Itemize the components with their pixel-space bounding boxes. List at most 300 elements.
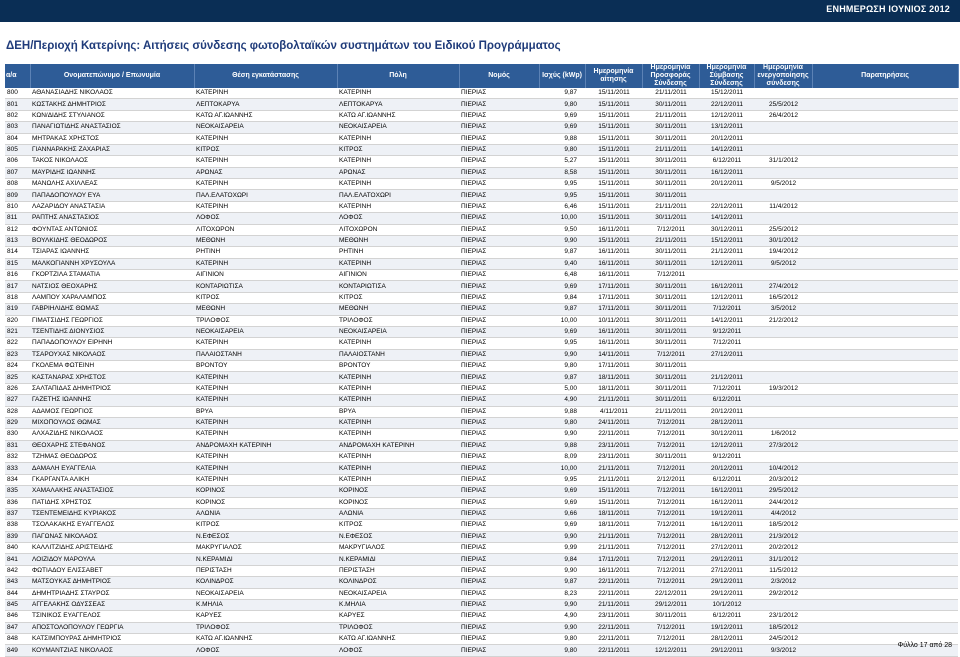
installation-site-cell: ΒΡΥΑ (194, 406, 337, 417)
installation-site-cell: ΤΡΙΛΟΦΟΣ (194, 622, 337, 633)
contract-date-cell: 7/12/2011 (699, 304, 754, 315)
installation-site-cell: ΜΑΚΡΥΓΙΑΛΟΣ (194, 543, 337, 554)
prefecture-cell: ΠΙΕΡΙΑΣ (459, 577, 539, 588)
notes-cell (812, 235, 958, 246)
row-index-cell: 800 (5, 88, 30, 99)
notes-cell (812, 508, 958, 519)
city-cell: ΤΡΙΛΟΦΟΣ (337, 622, 459, 633)
activation-date-cell (754, 406, 812, 417)
col-city-header: Πόλη (337, 64, 459, 88)
installation-site-cell: ΚΟΛΙΝΔΡΟΣ (194, 577, 337, 588)
notes-cell (812, 543, 958, 554)
application-date-cell: 15/11/2011 (585, 201, 642, 212)
city-cell: ΒΡΥΑ (337, 406, 459, 417)
applicant-name-cell: ΚΑΣΤΑΝΑΡΑΣ ΧΡΗΣΤΟΣ (30, 372, 194, 383)
applicant-name-cell: ΓΚΟΡΤΖΙΛΑ ΣΤΑΜΑΤΙΑ (30, 270, 194, 281)
application-date-cell: 23/11/2011 (585, 452, 642, 463)
row-index-cell: 811 (5, 213, 30, 224)
applicant-name-cell: ΘΕΟΧΑΡΗΣ ΣΤΕΦΑΝΟΣ (30, 440, 194, 451)
application-date-cell: 24/11/2011 (585, 417, 642, 428)
row-index-cell: 819 (5, 304, 30, 315)
power-kwp-cell: 9,69 (539, 497, 585, 508)
power-kwp-cell: 10,00 (539, 213, 585, 224)
application-date-cell: 21/11/2011 (585, 474, 642, 485)
notes-cell (812, 440, 958, 451)
contract-date-cell: 7/12/2011 (699, 383, 754, 394)
application-date-cell: 10/11/2011 (585, 315, 642, 326)
installation-site-cell: ΜΕΘΩΝΗ (194, 304, 337, 315)
prefecture-cell: ΠΙΕΡΙΑΣ (459, 326, 539, 337)
application-date-cell: 22/11/2011 (585, 645, 642, 656)
installation-site-cell: ΝΕΟΚΑΙΣΑΡΕΙΑ (194, 326, 337, 337)
power-kwp-cell: 9,80 (539, 361, 585, 372)
power-kwp-cell: 6,46 (539, 201, 585, 212)
applicant-name-cell: ΓΚΑΡΓΑΝΤΑ ΑΛΙΚΗ (30, 474, 194, 485)
table-row (5, 156, 958, 167)
installation-site-cell: ΚΑΡΥΕΣ (194, 611, 337, 622)
activation-date-cell: 18/5/2012 (754, 520, 812, 531)
prefecture-cell: ΠΙΕΡΙΑΣ (459, 88, 539, 99)
table-row (5, 144, 958, 155)
row-index-cell: 806 (5, 156, 30, 167)
table-row (5, 110, 958, 121)
application-date-cell: 16/11/2011 (585, 326, 642, 337)
row-index-cell: 828 (5, 406, 30, 417)
city-cell: ΚΙΤΡΟΣ (337, 520, 459, 531)
city-cell: ΚΑΤΩ ΑΓ.ΙΩΑΝΝΗΣ (337, 110, 459, 121)
prefecture-cell: ΠΙΕΡΙΑΣ (459, 372, 539, 383)
city-cell: ΚΙΤΡΟΣ (337, 292, 459, 303)
prefecture-cell: ΠΙΕΡΙΑΣ (459, 179, 539, 190)
activation-date-cell (754, 190, 812, 201)
applicant-name-cell: ΤΣΙΑΡΑΣ ΙΩΑΝΝΗΣ (30, 247, 194, 258)
installation-site-cell: ΠΕΡΙΣΤΑΣΗ (194, 565, 337, 576)
power-kwp-cell: 9,69 (539, 281, 585, 292)
offer-date-cell: 30/11/2011 (642, 611, 699, 622)
table-header-row (5, 64, 958, 88)
application-date-cell: 17/11/2011 (585, 292, 642, 303)
applicant-name-cell: ΡΑΠΤΗΣ ΑΝΑΣΤΑΣΙΟΣ (30, 213, 194, 224)
offer-date-cell: 30/11/2011 (642, 452, 699, 463)
installation-site-cell: ΚΑΤΕΡΙΝΗ (194, 338, 337, 349)
row-index-cell: 848 (5, 634, 30, 645)
activation-date-cell: 19/3/2012 (754, 383, 812, 394)
installation-site-cell: ΚΑΤΕΡΙΝΗ (194, 417, 337, 428)
contract-date-cell: 6/12/2011 (699, 156, 754, 167)
col-application-date-header: Ημερομηνία αίτησης (585, 64, 642, 88)
table-row (5, 452, 958, 463)
prefecture-cell: ΠΙΕΡΙΑΣ (459, 622, 539, 633)
table-row (5, 349, 958, 360)
notes-cell (812, 383, 958, 394)
table-row (5, 326, 958, 337)
offer-date-cell: 30/11/2011 (642, 304, 699, 315)
contract-date-cell: 29/12/2011 (699, 588, 754, 599)
application-date-cell: 16/11/2011 (585, 258, 642, 269)
city-cell: ΚΑΤΕΡΙΝΗ (337, 452, 459, 463)
row-index-cell: 846 (5, 611, 30, 622)
power-kwp-cell: 9,80 (539, 634, 585, 645)
power-kwp-cell: 9,87 (539, 88, 585, 99)
contract-date-cell: 22/12/2011 (699, 201, 754, 212)
offer-date-cell: 7/12/2011 (642, 543, 699, 554)
table-row (5, 634, 958, 645)
col-index-header: α/α (5, 64, 30, 88)
activation-date-cell: 31/1/2012 (754, 554, 812, 565)
installation-site-cell: ΚΑΤΕΡΙΝΗ (194, 395, 337, 406)
application-date-cell: 16/11/2011 (585, 247, 642, 258)
prefecture-cell: ΠΙΕΡΙΑΣ (459, 133, 539, 144)
applicant-name-cell: ΜΑΛΚΟΓΙΑΝΝΗ ΧΡΥΣΟΥΛΑ (30, 258, 194, 269)
activation-date-cell: 29/5/2012 (754, 486, 812, 497)
power-kwp-cell: 9,88 (539, 440, 585, 451)
power-kwp-cell: 9,69 (539, 520, 585, 531)
activation-date-cell: 4/4/2012 (754, 508, 812, 519)
application-date-cell: 15/11/2011 (585, 88, 642, 99)
row-index-cell: 816 (5, 270, 30, 281)
row-index-cell: 826 (5, 383, 30, 394)
activation-date-cell: 18/5/2012 (754, 622, 812, 633)
power-kwp-cell: 9,90 (539, 531, 585, 542)
notes-cell (812, 270, 958, 281)
activation-date-cell (754, 213, 812, 224)
power-kwp-cell: 4,90 (539, 395, 585, 406)
activation-date-cell (754, 88, 812, 99)
power-kwp-cell: 10,00 (539, 315, 585, 326)
applicant-name-cell: ΦΟΥΝΤΑΣ ΑΝΤΩΝΙΟΣ (30, 224, 194, 235)
notes-cell (812, 611, 958, 622)
city-cell: ΚΟΛΙΝΔΡΟΣ (337, 577, 459, 588)
offer-date-cell: 30/11/2011 (642, 361, 699, 372)
applicant-name-cell: ΚΑΛΛΙΤΖΙΔΗΣ ΑΡΙΣΤΕΙΔΗΣ (30, 543, 194, 554)
table-row (5, 213, 958, 224)
prefecture-cell: ΠΙΕΡΙΑΣ (459, 634, 539, 645)
power-kwp-cell: 9,50 (539, 224, 585, 235)
installation-site-cell: ΝΕΟΚΑΙΣΑΡΕΙΑ (194, 122, 337, 133)
prefecture-cell: ΠΙΕΡΙΑΣ (459, 452, 539, 463)
city-cell: ΠΕΡΙΣΤΑΣΗ (337, 565, 459, 576)
prefecture-cell: ΠΙΕΡΙΑΣ (459, 110, 539, 121)
activation-date-cell: 27/3/2012 (754, 440, 812, 451)
offer-date-cell: 30/11/2011 (642, 258, 699, 269)
contract-date-cell: 16/12/2011 (699, 520, 754, 531)
application-date-cell: 16/11/2011 (585, 338, 642, 349)
applicant-name-cell: ΑΠΟΣΤΟΛΟΠΟΥΛΟΥ ΓΕΩΡΓΙΑ (30, 622, 194, 633)
city-cell: ΚΑΤΩ ΑΓ.ΙΩΑΝΝΗΣ (337, 634, 459, 645)
city-cell: ΚΑΤΕΡΙΝΗ (337, 383, 459, 394)
prefecture-cell: ΠΙΕΡΙΑΣ (459, 304, 539, 315)
row-index-cell: 835 (5, 486, 30, 497)
activation-date-cell (754, 270, 812, 281)
installation-site-cell: ΒΡΟΝΤΟΥ (194, 361, 337, 372)
prefecture-cell: ΠΙΕΡΙΑΣ (459, 361, 539, 372)
notes-cell (812, 463, 958, 474)
applicant-name-cell: ΑΛΧΑΖΙΔΗΣ ΝΙΚΟΛΑΟΣ (30, 429, 194, 440)
city-cell: ΑΡΩΝΑΣ (337, 167, 459, 178)
table-row (5, 531, 958, 542)
installation-site-cell: ΑΡΩΝΑΣ (194, 167, 337, 178)
notes-cell (812, 326, 958, 337)
application-date-cell: 22/11/2011 (585, 588, 642, 599)
col-contract-date-header: Ημερομηνία Σύμβασης Σύνδεσης (699, 64, 754, 88)
notes-cell (812, 99, 958, 110)
installation-site-cell: ΚΑΤΕΡΙΝΗ (194, 452, 337, 463)
notes-cell (812, 315, 958, 326)
city-cell: ΝΕΟΚΑΙΣΑΡΕΙΑ (337, 122, 459, 133)
notes-cell (812, 520, 958, 531)
power-kwp-cell: 6,48 (539, 270, 585, 281)
contract-date-cell: 16/12/2011 (699, 281, 754, 292)
power-kwp-cell: 9,95 (539, 338, 585, 349)
row-index-cell: 821 (5, 326, 30, 337)
activation-date-cell: 3/5/2012 (754, 304, 812, 315)
applicant-name-cell: ΤΣΕΝΤΕΜΕΙΔΗΣ ΚΥΡΙΑΚΟΣ (30, 508, 194, 519)
power-kwp-cell: 9,80 (539, 645, 585, 656)
activation-date-cell: 21/2/2012 (754, 315, 812, 326)
power-kwp-cell: 9,90 (539, 349, 585, 360)
installation-site-cell: ΜΕΘΩΝΗ (194, 235, 337, 246)
row-index-cell: 844 (5, 588, 30, 599)
contract-date-cell: 27/12/2011 (699, 565, 754, 576)
offer-date-cell: 21/11/2011 (642, 201, 699, 212)
offer-date-cell: 30/11/2011 (642, 338, 699, 349)
table-row (5, 122, 958, 133)
installation-site-cell: Ν.ΚΕΡΑΜΙΔΙ (194, 554, 337, 565)
table-row (5, 258, 958, 269)
power-kwp-cell: 9,69 (539, 486, 585, 497)
notes-cell (812, 190, 958, 201)
table-body (5, 88, 958, 656)
installation-site-cell: ΚΑΤΕΡΙΝΗ (194, 429, 337, 440)
contract-date-cell: 22/12/2011 (699, 99, 754, 110)
city-cell: ΚΟΡΙΝΟΣ (337, 497, 459, 508)
table-row (5, 622, 958, 633)
offer-date-cell: 30/11/2011 (642, 179, 699, 190)
activation-date-cell: 16/5/2012 (754, 292, 812, 303)
city-cell: ΚΑΤΕΡΙΝΗ (337, 179, 459, 190)
activation-date-cell: 26/4/2012 (754, 110, 812, 121)
power-kwp-cell: 9,90 (539, 599, 585, 610)
notes-cell (812, 474, 958, 485)
applicant-name-cell: ΜΙΧΟΠΟΥΛΟΣ ΘΩΜΑΣ (30, 417, 194, 428)
city-cell: ΡΗΤΙΝΗ (337, 247, 459, 258)
installation-site-cell: ΚΑΤΕΡΙΝΗ (194, 156, 337, 167)
offer-date-cell: 7/12/2011 (642, 565, 699, 576)
notes-cell (812, 622, 958, 633)
contract-date-cell: 12/12/2011 (699, 258, 754, 269)
power-kwp-cell: 9,95 (539, 179, 585, 190)
contract-date-cell: 19/12/2011 (699, 622, 754, 633)
activation-date-cell: 2/3/2012 (754, 577, 812, 588)
activation-date-cell: 25/5/2012 (754, 99, 812, 110)
prefecture-cell: ΠΙΕΡΙΑΣ (459, 258, 539, 269)
activation-date-cell: 31/1/2012 (754, 156, 812, 167)
prefecture-cell: ΠΙΕΡΙΑΣ (459, 122, 539, 133)
prefecture-cell: ΠΙΕΡΙΑΣ (459, 440, 539, 451)
contract-date-cell: 27/12/2011 (699, 349, 754, 360)
offer-date-cell: 2/12/2011 (642, 474, 699, 485)
row-index-cell: 840 (5, 543, 30, 554)
table-row (5, 224, 958, 235)
table-row (5, 588, 958, 599)
city-cell: ΝΕΟΚΑΙΣΑΡΕΙΑ (337, 588, 459, 599)
activation-date-cell: 30/1/2012 (754, 235, 812, 246)
activation-date-cell (754, 452, 812, 463)
table-row (5, 190, 958, 201)
installation-site-cell: ΚΑΤΕΡΙΝΗ (194, 133, 337, 144)
row-index-cell: 843 (5, 577, 30, 588)
activation-date-cell: 9/5/2012 (754, 258, 812, 269)
activation-date-cell (754, 417, 812, 428)
activation-date-cell (754, 361, 812, 372)
city-cell: Ν.ΕΦΕΣΟΣ (337, 531, 459, 542)
offer-date-cell: 7/12/2011 (642, 463, 699, 474)
city-cell: ΚΟΝΤΑΡΙΩΤΙΣΑ (337, 281, 459, 292)
col-power-header: Ισχύς (kWp) (539, 64, 585, 88)
row-index-cell: 818 (5, 292, 30, 303)
activation-date-cell (754, 599, 812, 610)
contract-date-cell: 30/12/2011 (699, 429, 754, 440)
power-kwp-cell: 9,88 (539, 133, 585, 144)
installation-site-cell: ΠΑΛ.ΕΛΑΤΟΧΩΡΙ (194, 190, 337, 201)
city-cell: ΝΕΟΚΑΙΣΑΡΕΙΑ (337, 326, 459, 337)
city-cell: ΠΑΛΑΙΟΣΤΑΝΗ (337, 349, 459, 360)
power-kwp-cell: 4,90 (539, 611, 585, 622)
application-date-cell: 17/11/2011 (585, 304, 642, 315)
application-date-cell: 15/11/2011 (585, 167, 642, 178)
contract-date-cell: 19/12/2011 (699, 508, 754, 519)
application-date-cell: 15/11/2011 (585, 213, 642, 224)
row-index-cell: 838 (5, 520, 30, 531)
installation-site-cell: ΠΑΛΑΙΟΣΤΑΝΗ (194, 349, 337, 360)
installation-site-cell: ΚΑΤΕΡΙΝΗ (194, 88, 337, 99)
offer-date-cell: 30/11/2011 (642, 122, 699, 133)
application-date-cell: 15/11/2011 (585, 99, 642, 110)
city-cell: Κ.ΜΗΛΙΑ (337, 599, 459, 610)
table-row (5, 497, 958, 508)
table-row (5, 179, 958, 190)
activation-date-cell: 20/3/2012 (754, 474, 812, 485)
application-date-cell: 23/11/2011 (585, 611, 642, 622)
activation-date-cell: 1/6/2012 (754, 429, 812, 440)
application-date-cell: 17/11/2011 (585, 281, 642, 292)
application-date-cell: 22/11/2011 (585, 429, 642, 440)
installation-site-cell: ΚΑΤΕΡΙΝΗ (194, 179, 337, 190)
prefecture-cell: ΠΙΕΡΙΑΣ (459, 190, 539, 201)
activation-date-cell: 24/4/2012 (754, 497, 812, 508)
application-date-cell: 21/11/2011 (585, 543, 642, 554)
notes-cell (812, 577, 958, 588)
prefecture-cell: ΠΙΕΡΙΑΣ (459, 270, 539, 281)
table-row (5, 554, 958, 565)
applicant-name-cell: ΓΚΟΛΕΜΑ ΦΩΤΕΙΝΗ (30, 361, 194, 372)
notes-cell (812, 395, 958, 406)
row-index-cell: 808 (5, 179, 30, 190)
offer-date-cell: 30/11/2011 (642, 213, 699, 224)
power-kwp-cell: 9,69 (539, 110, 585, 121)
applicant-name-cell: ΠΑΓΩΝΑΣ ΝΙΚΟΛΑΟΣ (30, 531, 194, 542)
activation-date-cell (754, 144, 812, 155)
notes-cell (812, 554, 958, 565)
power-kwp-cell: 9,87 (539, 247, 585, 258)
applicant-name-cell: ΛΟΙΖΙΔΟΥ ΜΑΡΟΥΛΑ (30, 554, 194, 565)
contract-date-cell: 10/1/2012 (699, 599, 754, 610)
activation-date-cell: 29/2/2012 (754, 588, 812, 599)
notes-cell (812, 429, 958, 440)
activation-date-cell: 11/4/2012 (754, 201, 812, 212)
notes-cell (812, 213, 958, 224)
contract-date-cell: 7/12/2011 (699, 338, 754, 349)
row-index-cell: 842 (5, 565, 30, 576)
prefecture-cell: ΠΙΕΡΙΑΣ (459, 406, 539, 417)
application-date-cell: 15/11/2011 (585, 497, 642, 508)
table-row (5, 281, 958, 292)
application-date-cell: 15/11/2011 (585, 235, 642, 246)
installation-site-cell: ΚΟΡΙΝΟΣ (194, 486, 337, 497)
contract-date-cell: 28/12/2011 (699, 634, 754, 645)
notes-cell (812, 247, 958, 258)
offer-date-cell: 30/11/2011 (642, 190, 699, 201)
notes-cell (812, 531, 958, 542)
applicant-name-cell: ΤΣΟΛΑΚΑΚΗΣ ΕΥΑΓΓΕΛΟΣ (30, 520, 194, 531)
power-kwp-cell: 5,27 (539, 156, 585, 167)
city-cell: ΚΟΡΙΝΟΣ (337, 486, 459, 497)
row-index-cell: 827 (5, 395, 30, 406)
application-date-cell: 15/11/2011 (585, 144, 642, 155)
page-title: ΔΕΗ/Περιοχή Κατερίνης: Αιτήσεις σύνδεσης φωτοβολταϊκών συστημάτων του Ειδικού Προγράμματος (6, 40, 561, 52)
row-index-cell: 804 (5, 133, 30, 144)
table-row (5, 201, 958, 212)
power-kwp-cell: 9,99 (539, 543, 585, 554)
applicant-name-cell: ΠΑΠΑΔΟΠΟΥΛΟΥ ΕΥΑ (30, 190, 194, 201)
contract-date-cell: 29/12/2011 (699, 554, 754, 565)
contract-date-cell: 30/12/2011 (699, 224, 754, 235)
city-cell: ΚΑΤΕΡΙΝΗ (337, 372, 459, 383)
col-offer-date-header: Ημερομηνία Προσφοράς Σύνδεσης (642, 64, 699, 88)
applicant-name-cell: ΚΩΣΤΑΚΗΣ ΔΗΜΗΤΡΙΟΣ (30, 99, 194, 110)
row-index-cell: 815 (5, 258, 30, 269)
installation-site-cell: ΚΑΤΕΡΙΝΗ (194, 383, 337, 394)
prefecture-cell: ΠΙΕΡΙΑΣ (459, 281, 539, 292)
prefecture-cell: ΠΙΕΡΙΑΣ (459, 338, 539, 349)
city-cell: ΠΑΛ.ΕΛΑΤΟΧΩΡΙ (337, 190, 459, 201)
offer-date-cell: 7/12/2011 (642, 577, 699, 588)
table-row (5, 292, 958, 303)
row-index-cell: 829 (5, 417, 30, 428)
row-index-cell: 801 (5, 99, 30, 110)
notes-cell (812, 224, 958, 235)
notes-cell (812, 156, 958, 167)
activation-date-cell: 10/4/2012 (754, 463, 812, 474)
prefecture-cell: ΠΙΕΡΙΑΣ (459, 429, 539, 440)
applicant-name-cell: ΜΗΤΡΑΚΑΣ ΧΡΗΣΤΟΣ (30, 133, 194, 144)
prefecture-cell: ΠΙΕΡΙΑΣ (459, 486, 539, 497)
prefecture-cell: ΠΙΕΡΙΑΣ (459, 144, 539, 155)
contract-date-cell: 29/12/2011 (699, 577, 754, 588)
row-index-cell: 841 (5, 554, 30, 565)
installation-site-cell: ΚΑΤΩ ΑΓ.ΙΩΑΝΝΗΣ (194, 110, 337, 121)
activation-date-cell (754, 122, 812, 133)
applicant-name-cell: ΓΙΑΝΝΑΡΑΚΗΣ ΖΑΧΑΡΙΑΣ (30, 144, 194, 155)
power-kwp-cell: 5,00 (539, 383, 585, 394)
table-row (5, 645, 958, 656)
activation-date-cell (754, 395, 812, 406)
contract-date-cell: 27/12/2011 (699, 543, 754, 554)
contract-date-cell: 28/12/2011 (699, 417, 754, 428)
table-row (5, 417, 958, 428)
update-label: ΕΝΗΜΕΡΩΣΗ ΙΟΥΝΙΟΣ 2012 (826, 4, 950, 14)
applicant-name-cell: ΔΑΜΑΛΗ ΕΥΑΓΓΕΛΙΑ (30, 463, 194, 474)
